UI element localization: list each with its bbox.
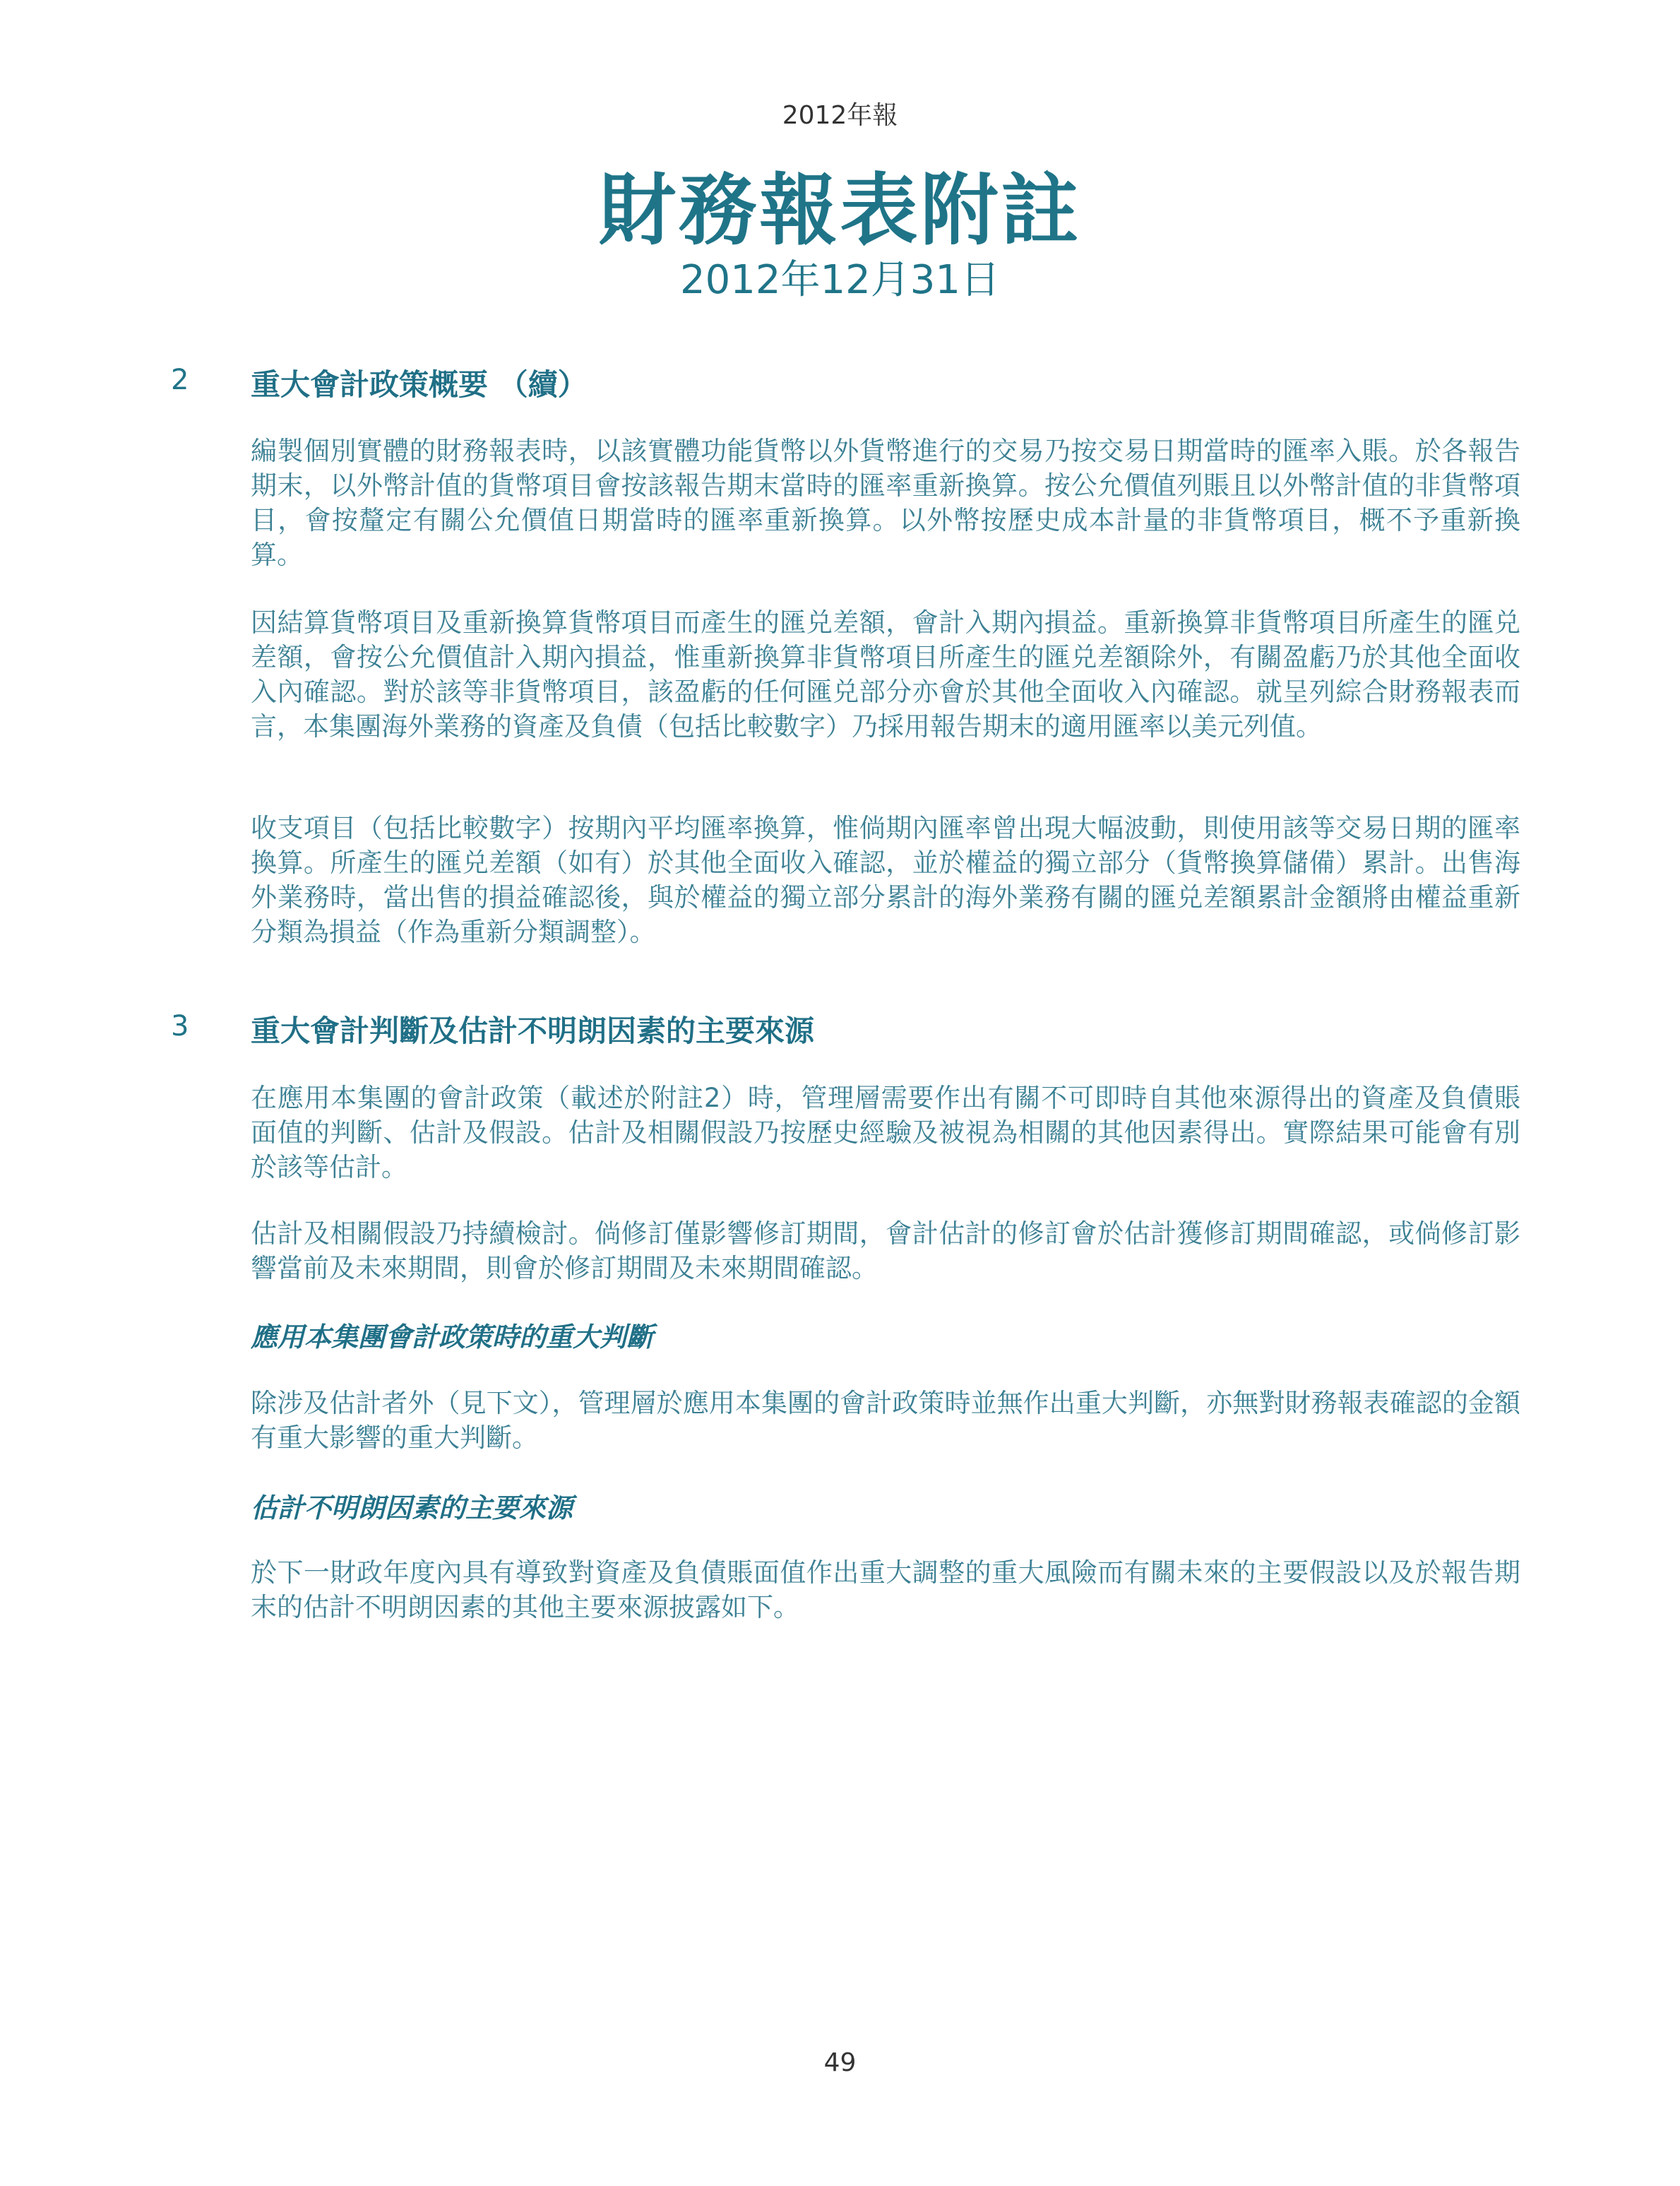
page-title: 財務報表附註 [598, 165, 1082, 256]
paragraph: 因結算貨幣項目及重新換算貨幣項目而產生的匯兑差額，會計入期內損益。重新換算非貨幣項目所產生的匯兑差額，會按公允價值計入期內損益，惟重新換算非貨幣項目所產生的匯兑差額除外，有關盈虧乃於其他全面收入內確認。對於該等非貨幣項目，該盈虧的任何匯兑部分亦會於其他全面收入內確認。就呈列綜合財務報表而言，本集團海外業務的資產及負債（包括比較數字）乃採用報告期末的適用匯率以美元列值。 [251, 607, 1520, 742]
section-heading: 重大會計判斷及估計不明朗因素的主要來源 [251, 1014, 815, 1048]
section-heading: 重大會計政策概要 （續） [251, 367, 588, 402]
paragraph: 除涉及估計者外（見下文），管理層於應用本集團的會計政策時並無作出重大判斷，亦無對財務報表確認的金額有重大影響的重大判斷。 [251, 1388, 1520, 1453]
subheading: 應用本集團會計政策時的重大判斷 [251, 1321, 654, 1353]
paragraph: 於下一財政年度內具有導致對資產及負債賬面值作出重大調整的重大風險而有關未來的主要假設以及於報告期末的估計不明朗因素的其他主要來源披露如下。 [251, 1557, 1520, 1622]
paragraph: 收支項目（包括比較數字）按期內平均匯率換算，惟倘期內匯率曾出現大幅波動，則使用該等交易日期的匯率換算。所產生的匯兑差額（如有）於其他全面收入確認，並於權益的獨立部分（貨幣換算儲備）累計。出售海外業務時，當出售的損益確認後，與於權益的獨立部分累計的海外業務有關的匯兑差額累計金額將由權益重新分類為損益（作為重新分類調整）。 [251, 813, 1520, 947]
section-number: 3 [171, 1010, 189, 1042]
paragraph: 編製個別實體的財務報表時，以該實體功能貨幣以外貨幣進行的交易乃按交易日期當時的匯率入賬。於各報告期末，以外幣計值的貨幣項目會按該報告期末當時的匯率重新換算。按公允價值列賬且以外幣計值的非貨幣項目，會按釐定有關公允價值日期當時的匯率重新換算。以外幣按歷史成本計量的非貨幣項目，概不予重新換算。 [251, 436, 1520, 570]
section-number: 2 [171, 364, 189, 396]
page-number: 49 [823, 2048, 857, 2077]
page-date: 2012年12月31日 [679, 257, 1001, 303]
subheading: 估計不明朗因素的主要來源 [251, 1492, 573, 1523]
paragraph: 在應用本集團的會計政策（載述於附註2）時，管理層需要作出有關不可即時自其他來源得出的資產及負債賬面值的判斷、估計及假設。估計及相關假設乃按歷史經驗及被視為相關的其他因素得出。實際結果可能會有別於該等估計。 [251, 1083, 1520, 1182]
report-year: 2012年報 [782, 101, 898, 130]
paragraph: 估計及相關假設乃持續檢討。倘修訂僅影響修訂期間，會計估計的修訂會於估計獲修訂期間確認，或倘修訂影響當前及未來期間，則會於修訂期間及未來期間確認。 [251, 1218, 1520, 1283]
